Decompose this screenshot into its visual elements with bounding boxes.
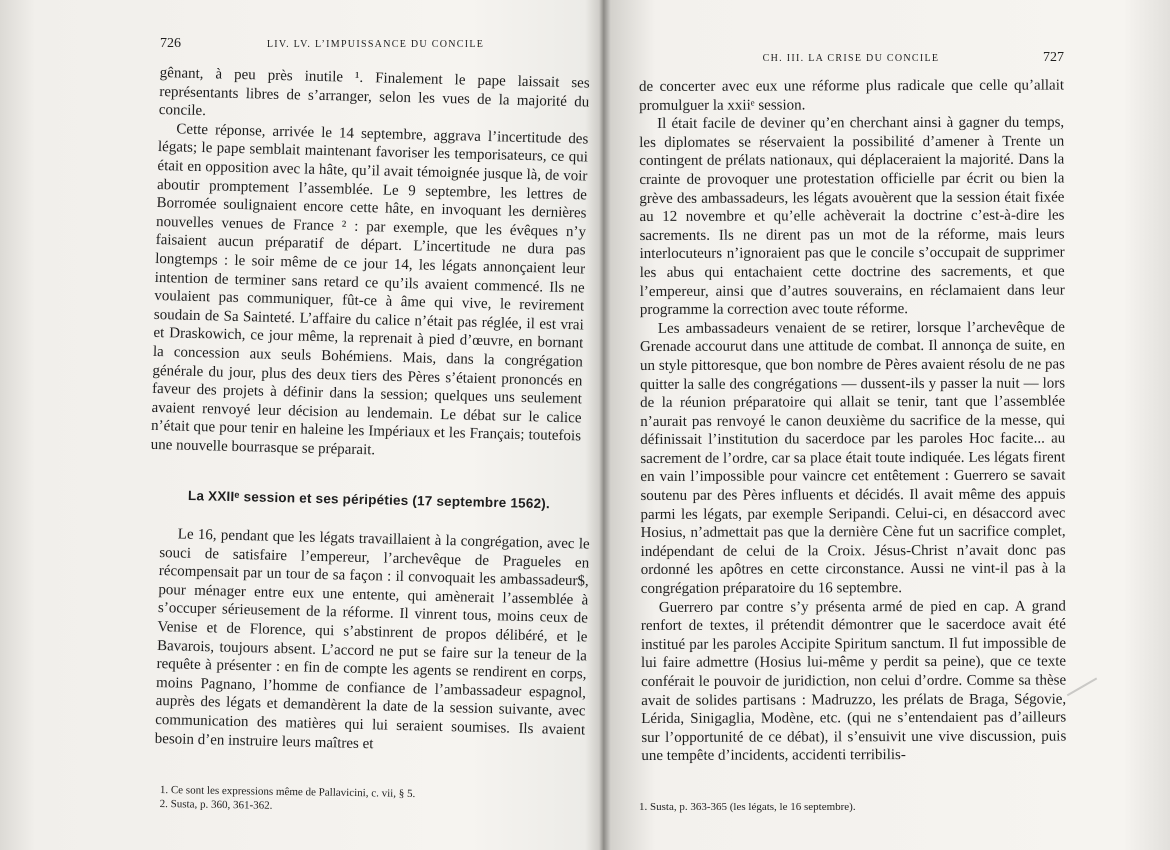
paragraph: Il était facile de deviner qu’en cherchant ainsi à gagner du temps, les diplomates se réservaient la possibilité d’amener à Trente un contingent de prélats nationaux, qui déplaceraient la majorité. Dans la crainte de provoquer une protestation officielle par écrit ou bien la grève des ambassadeurs, les légats avouèrent que la session était fixée au 12 novembre et qu’elle achèverait la doctrine c’est-à-dire les sacrements. Ils ne dirent pas un mot de la réforme, mais leurs interlocuteurs n’ignoraient pas que le concile s’occupait de supprimer les abus qui entachaient cette doctrine des sacrements, et que l’empereur, ainsi que d’autres souverains, en réclamaient dans leur programme la correction avec toute réforme. [639, 114, 1065, 319]
right-page-body [639, 77, 1066, 766]
paragraph: gênant, à peu près inutile ¹. Finalement le pape laissait ses représentants libres de s’arranger, selon les vues de la majorité du concile. [158, 64, 590, 120]
left-page-body-after-title [155, 525, 590, 759]
right-running-head: CH. III. LA CRISE DU CONCILE [762, 53, 940, 64]
paragraph: Le 16, pendant que les légats travaillaient à la congrégation, avec le souci de satisfaire l’empereur, l’archevêque de Pragueles en récompensait par un tour de sa façon : il convoquait les ambassadeur$, pour ménager entre eux une entente, qui amènerait l’assemblée à s’occuper sérieusement de la réforme. Il vinrent tous, moins ceux de Venise et de Florence, qui s’abstinrent de propos délibéré, et le Bavarois, toujours absent. L’accord ne put se faire sur la teneur de la requête à présenter : en fin de compte les agents se rendirent en corps, moins Pagnano, l’homme de confiance de l’ambassadeur espagnol, auprès des légats et demandèrent la date de la session suivante, avec communication des matières qui lui seraient soumises. Ils avaient besoin d’en instruire leurs maîtres et [154, 526, 590, 753]
section-title: La XXIIᵉ session et ses péripéties (17 septembre 1562). [187, 488, 551, 512]
paragraph: Guerrero par contre s’y présenta armé de pied en cap. A grand renfort de textes, il prétendit démontrer que le sacerdoce avait été institué par les paroles Accipite Spiritum sanctum. Il fut impossible de lui faire admettre (Hosius lui-même y perdit sa peine), que ce texte conférait le pouvoir de juridiction, non celui d’ordre. Comme sa thèse avait de solides partisans : Madruzzo, les prélats de Braga, Ségovie, Lérida, Sinigaglia, Modène, etc. (qui ne s’entendaient pas d’ailleurs sur l’opportunité de ce débat), il s’ensuivit une vive discussion, puis une tempête d’incidents, accidenti terribilis- [640, 598, 1067, 765]
footnote: 1. Susta, p. 363-365 (les légats, le 16 septembre). [639, 800, 856, 813]
right-page-number: 727 [1043, 50, 1064, 65]
left-footnotes [160, 783, 590, 818]
paragraph: Cette réponse, arrivée le 14 septembre, aggrava l’incertitude des légats; le pape semblait maintenant favoriser les temporisateurs, ce qui était en opposition avec la hâte, qu’il avait témoignée jusque là, de voir aboutir promptement l’assemblée. Le 9 septembre, les lettres de Borromée soulignaient encore cette hâte, en invoquant les dernières nouvelles venues de France ² : par exemple, que les évêques n’y faisaient aucun préparatif de départ. L’incertitude ne dura pas longtemps : le soir même de ce jour 14, les légats annonçaient leur intention de terminer sans retard ce qu’ils avaient commencé. Ils ne voulaient pas communiquer, fût-ce à âme qui vive, le revirement soudain de Sa Sainteté. L’affaire du calice n’était pas réglée, il est vrai et Draskowich, ce jour même, la reprenait à pied d’œuvre, en bornant la concession aux seuls Bohémiens. Mais, dans la congrégation générale du jour, plus des deux tiers des Pères s’étaient prononcés en faveur des projets à définir dans la session; quelques uns seulement avaient renvoyé leur décision au lendemain. Le débat sur le calice n’était que pour tenir en haleine les Impériaux et les Français; toutefois une nouvelle bourrasque se préparait. [150, 121, 589, 459]
left-page-number: 726 [160, 36, 181, 51]
left-page-header [160, 36, 590, 52]
footnote: 1. Ce sont les expressions même de Pallavicini, c. vii, § 5. [159, 783, 416, 800]
right-page [603, 0, 1170, 850]
footnote: 2. Susta, p. 360, 361-362. [159, 797, 273, 812]
left-running-head: LIV. LV. L’IMPUISSANCE DU CONCILE [266, 39, 485, 50]
left-page-body [150, 64, 589, 465]
paragraph: Les ambassadeurs venaient de se retirer, lorsque l’archevêque de Grenade accourut dans une attitude de combat. Il annonça de suite, en un style pittoresque, que bon nombre de Pères avaient résolu de ne pas quitter la salle des congrégations — dussent-ils y passer la nuit — lors de la réunion préparatoire qui allait se tenir, tant que l’assemblée n’aurait pas renvoyé le canon deuxième du sacrifice de la messe, qui définissait l’institution du sacerdoce par les paroles Hoc facite... au sacrement de l’ordre, car sa place était toute indiquée. Les légats firent en vain l’impossible pour vaincre cet entêtement : Guerrero se savait soutenu par des Pères influents et décidés. Il avait même des appuis parmi les légats, par exemple Seripandi. Celui-ci, en désaccord avec Hosius, n’admettait pas que la dernière Cène fut un sacrifice complet, indépendant de celui de la Croix. Jésus-Christ n’avait donc pas ordonné les apôtres en cette circonstance. Aussi ne vint-il pas à la congrégation préparatoire du 16 septembre. [639, 319, 1066, 598]
right-page-header [639, 50, 1064, 66]
paragraph: de concerter avec eux une réforme plus radicale que celle qu’allait promulguer la xxiiᵉ session. [639, 77, 1065, 114]
right-footnotes [639, 800, 1064, 814]
